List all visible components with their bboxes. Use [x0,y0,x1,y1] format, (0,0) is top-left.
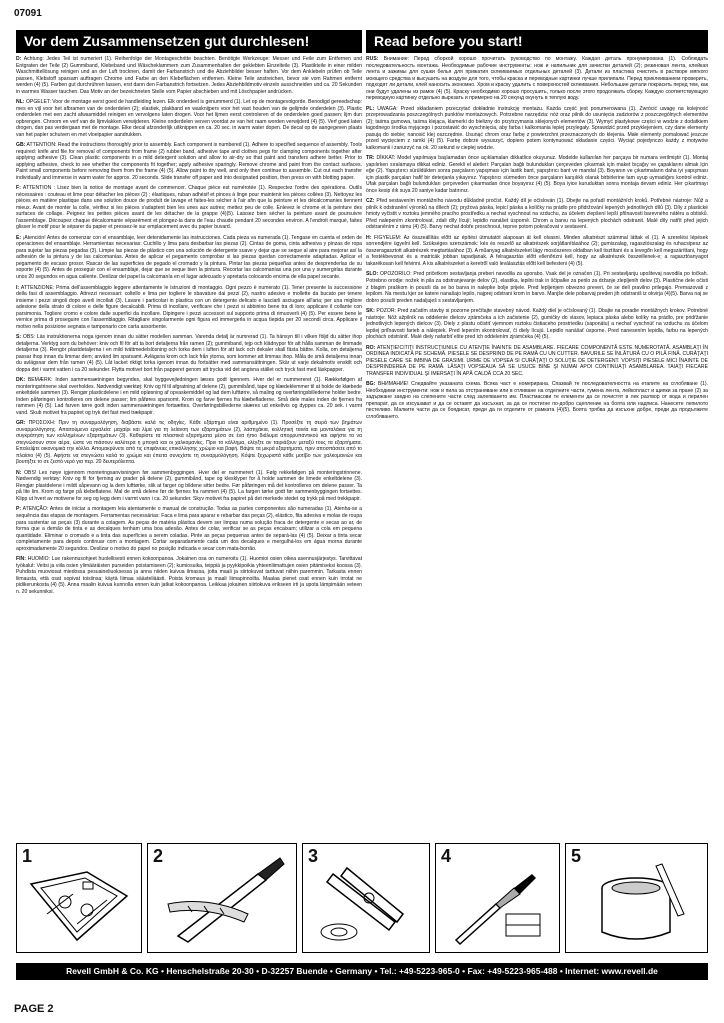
paragraph-tr: TR: DİKKAT: Model yapılmaya başlamadan önce açıklamaları dikkatlice okuyunuz. Modelde kullanılan her parçaya bir numara verilmiştir (1). Montaj yapılırken sıralamaya dikkat ediniz. Gerekli el aletleri: Parçaları bağlı bulundukları çerçeveden çıkarmak için maket bıçağıy ve çapaklarını almak için eğe (2). Yapıştırıcı sürüldükten sonra parçaların yapışması için lastik bant, yapıştırıcı bant ve mandal (3). Boyanın ve çıkartmaların daha iyi yapışması için plastik parçaları hafif bir deterjanla yıkayınız. Yapıştırıcı sürmeden önce parçaların karşılıklı olarak birbirlerine tam uyup uymadığını kontrol ediniz. Ufak parçaları bağlı bulundukları çerçeveden çıkarmadan önce boyayınız (4) (5). Boya iyice kuruduktan sonra montaja devam ediniz. Her çıkartmayı önce kesip ılık suya 20 saniye kadar batırınız. [366,155,708,194]
step-panel-4 [435,843,560,953]
paragraph-i: I: ATTENZIONE: Prima dell'assemblaggio leggere attentamente le istruzioni di montaggio. Ogni pezzo è numerato (1). Tener presente la successione della fasi di assemblaggio. Attrezzi necessari: coltello e lima per togliere le sbavature dai pezzi (2), nastro adesivo e mollette da bucato per tenere insieme i pezzi singoli dopo averli incollati (3). Lavare i particolari in plastica con un detergente delicato e lasciarli asciugare all'aria; per una migliore adesione della strato di colore e delle figure decalcabili. Prima di incollare, verificare che i pezzi si abbinino bene tra di loro; applicare il collante con parsimonia. Togliere cromo e colore dalle superfici da incollare. Dipingere i pezzi accessori sul supporto prima di rimuoverli (4) (5). Per essere bene le vernice prima di proseguire con l'assemblaggio. Ritagliare singolarmente ogni figura ed immergerla in acqua tiepida per 20 secondi circa. Applicare il motivo nella posizione segnata e tamponarlo con carta assorbente. [16,284,363,330]
paragraph-gb: GB: ATTENTION: Read the instructions thoroughly prior to assembly. Each component is numbered (1). Adhere to specified sequence of assembly. Tools required: knife and file for removal of components from frame (2) rubber band, adhesive tape and clothes pegs for clamping components together after applying adhesive (3). Clean plastic components in a mild detergent solution and allow to air-dry so that paint and transfers adhere better. Prior to applying adhesive, check to see whether the components fit together; apply adhesive sparingly. Remove chrome and paint from the contact surfaces. Paint small components before removing them from the frame (4) (5). Allow paint to dry well, and only then continue to assemble. Cut out each transfer individually and immerse in warm water for approx. 20 seconds. Slide transfer off paper and into designated position, then press on with blotting paper. [16,142,362,181]
header-german: Vor dem Zusammensetzen gut durchlesen! [16,30,362,53]
paragraph-s: S: OBS: Läs instruktionerna noga igenom innan du sätter modellen samman. Varenda detalj är numrerad (1). Ta hänsyn till i vilken följd du sätter ihop detaljerna. Verktyg som du behöver: kniv och fil för att ta bort detaljerna från ramen (2); gummiband, tejp och klädnypor för att hålla samman de limmade detaljerna (3). Rengör plastdetaljerna i en mild tvättmedelslösning och torka dem i luften för att lack och dekaler skall fästa bättre. Kolla, om detaljerna passar ihop innan du limmar dem; använd lim sparsamt. Avlägsna krom och lack från ytorna, som kommer att limmas ihop. Måla de små detaljerna innan du avlägsnar dem från ramen (4) (5). Låt lacket riktigt torka igenom innan du fortsätter med sammansättningen. Skär ut varje dekalmotiv enskilt och doppa det i varmt vatten i ca 20 sekunder. Flytta motivet bort från papperet genom att trycka vid det angivna stället och tryck fast med läskpapper. [16,334,362,373]
paragraph-de: D: Achtung: Jedes Teil ist numeriert (1). Reihenfolge der Montageschritte beachten. Benötigte Werkzeuge: Messer und Feile zum Entfernen und Entgraten der Teile (2) Gummiband, Klebeband und Wäscheklammern zum Zusammenhalten der geklebten Einzelteile (3). Plastikteile in einer milden Waschmittellösung reinigen und an der Luft trocknen, damit der Farbanstrich und die Abziehbilder besser haften. Vor dem Anklebeln prüfen ob Teile passen, Klebstoff sparsam auftragen Chrome und Farbe an den Klebeflächen entfernen. Kleine Teile anstreichen, bevor sie vom Rahmen entfernt werden (4) (5). Farben gut durchrühren lassen, erst dann den Farbanstrich fortsetzen. Jedes Abziehbildmotiv einzeln ausschneiden und ca. 20 Sekunden in warmes Wasser tauchen. Das Motiv an der bezeichneten Stelle vom Papier abschieben und mit Löschpapier andrücken. [16,56,362,95]
step-number: 4 [441,846,452,866]
clothes-peg-tape-icon [303,844,429,952]
item-code: 07091 [14,8,42,19]
instructions-left-column [16,56,362,599]
step-panel-3 [302,843,430,953]
step-number: 2 [153,846,164,866]
illustration-strip [16,843,708,953]
header-english: Read before you start! [366,30,708,53]
paragraph-bg: BG: ВНИМАНИЕ! Следвайте указаната схема. Всяка част е номерирана. Спазвай те последователността на етапите на сглобяване (1). Необходими инструменти: нож и пила за отстраняване или в отливане на отделните части, гумена лента, лейкопласт и щипки за пране (2) за задържане заедно на слепените части след залепването им. Пластмасови те елементи да се почистят в лек разтвор от вода и перилен препарат, да се изсушават и да се оставят да изсъхнат, за да се постигне по-добро сцепление на боята или надписа. Нанесете лепилото пестеливо. Малките части да се боядисат, преди да ги отделите от рамката (4)(5). Боята трябва да изсъхне добре, преди да продължите сглобяването. [366,381,708,420]
knife-file-icon [148,844,296,952]
paragraph-e: E: ¡Atención! Antes de comenzar con el ensamblaje, leer detenidamente las instrucciones. Cada pieza va numerada (1). Tengase en cuenta el orden de operaciones del ensamblaje. Herramientas necesarias: Cuchillo y lima para desbarbar las piezas (2). Cintas de goma, cinta adhesiva y pinzas de ropa para sujetar las piezas pegadas (3). Limpie las piezas de plástico con una solución de detergente suave y dejar que se seque al aire para mejorar así la adhesión de la pintura y de las calcomanías. Antes de aplicar el pegamento comprobar si las piezas quedan correctamente adaptadas. Aplicar el pegamento de escaso grosor. Rascar de las superficies de pegado el cromado y la pintura. Pintar las piezas pequeñas antes de desprenderlas de su soporte (4) (5). Antes de proseguir con el ensamblaje, dejar que se seque bien la pintura. Recortar las calcomanías una por una y sumergirlas durante unos 20 segundos en agua caliente. Deslizar del papel la calcomanía en el lugar adecuado y apretarla colocando encima de ella papel secante. [16,234,362,280]
instructions-right-column [366,56,708,424]
step-panel-1 [16,843,142,953]
paragraph-dk: DK: BEMÆRK: Inden sammensætningen begyndes, skal byggevejledningen læses godt igennem. Hver del er nummereret (1). Rækkefølgen af monteringstrinene skal overholdes. Nødvendigt værktøj: Kniv og fil til afgratning af delene (2), gummibånd, tape og klædeklemmer til at holde de klæbede enkeltdele sammen (3). Rengør plasticdelene i en mild opløsning af opvaskemiddel og lad dem lufttørre, så maling og overføringsbillederne holder bedre. Inden påføringen kontrolleres om delene passer; lim påføres sparsomt. Krom og farve fjernes fra klæbefladerne. Små dele males inden de fjernes fra rammen (4) (5). Lad farven tørre godt inden sammensætningen fortsættes. Overføringsbillederne skæres ud enkeltvis og dyppes ca. 20 sek. i varmt vand. Skub motivet fra papiret og tryk det fast med trækpapir. [16,377,362,416]
paragraph-sk: SK: POZOR: Pred začatím stavby si pozorne prečítajte stavebný návod. Každý diel je očíslovaný (1). Dbajte na poradie montážnych krokov. Potrebné nástroje: Nôž ažpilník na oddelenie dielcov zjrámčeka a ich začistenie (2), gumičky do vlasov, lepiaca páska alebo kolíky na prádlo, pre pridŕžanie jednotlivých lepených dielcov (3). Diely z plastu očistiť vjemnom roztoku čistiaceho prostriedku (saponátu) a nechať vyschnúť na vzduchu za účelom lepšej priľnavosti farieb a nálepiek. Pred lepením skontrolovať, či diely lícujú. Lepidlo nanášať úsporne. Pred nanesením lepidla, farbu na lepených plochách odstrániť. Malé diely nafarbiť ešte pred ich oddelením zjrámčeka (4) (5). [366,308,709,341]
paragraph-gr: GR: ΠΡΟΣΟΧΗ: Πριν τη συναρμολόγηση, διαβάστε καλά τις οδηγίες. Κάθε εξάρτημα είναι αριθμημένο (1). Προσέξτε τη σειρά των βημάτων συναρμολόγησης. Απαιτούμενα εργαλεία: μαχαίρι και λίμα για τη λείανση των εξαρτημάτων (2), λαστιχάκια, κολλητική ταινία και μανταλάκια για τη συγκράτηση των κολλημένων εξαρτημάτων (3). Καθαρίστε τα πλαστικά εξαρτήματα μέσα σε ένα ήπιο διάλυμα απορρυπαντικού και αφήστε τα να στεγνώσουν στον αέρα, ώστε να πιάσουν καλύτερα η μπογιά και οι χαλκομανίες. Πριν το κόλλημα, ελέγξτε αν ταιριάζουν μεταξύ τους τα εξαρτήματα. Επαλείψτε οικονομικά την κόλλα. Απομακρύνετε από τις επιφάνειες επικόλλησης χρώμιο και βαφή. Βάψτε τα μικρά εξαρτήματα, πριν αποσπάσετε από το πλαίσιο (4) (5). Αφήστε να στεγνώσει καλά το χρώμα και έπειτα συνεχίστε τη συναρμολόγηση. Κόψτε ξεχωριστά κάθε μοτίβο των χαλκομανιών και βουτήξτε το σε ζεστό νερό για περ. 20 δευτερόλεπτα. [16,420,362,466]
paragraph-cz: CZ: Před sestavením montážního návodu důkladně pročíst. Každý díl je očíslován (1). Dbejte na pořadí montážních kroků. Potřebné nástroje: Nůž a pilník k odstranění výronků na dílech (2); pryžová páska, lepicí páska a kolíčky na prádlo pro přidržování lepených jednotlivých dílů (3). Díly z plastické hmoty vyčistit v roztoku jemného pracího prostředku a nechat vyschnout na vzduchu, za účelem zlepšení lepší přilnavosti barevného nátěru a obtisků. Před nalepením zkontrolovat, zdali díly lícují; lepidlo nanášet úsporně. Chrom a barvu na lepených plochách odstranit. Malé díly natřít před jejich odstraněním z rámu (4) (5). Barvy nechat dobře proschnout, teprve potom pokračovat v sestavení. [366,198,708,231]
step-number: 5 [571,846,582,866]
step-number: 3 [308,846,319,866]
paint-brush-icon [436,844,559,952]
paragraph-h: H: FIGYELEM: Az összeállítás előtt az építési útmutatót alaposan át kell olvasni. Minden alkatrészt számmal láttak el (1). A szerelési lépések sorrendjére ügyelni kell. Szükséges szerszámok: kés és reszelő az alkatrészek sorjátlanításához (2); gumiszalag, ragasztószalag és ruhacsipesz az összeragasztott alkatrészek megtartásához (3). A műanyag alkatrészeket lágy mosószeres oldatban kell tisztítani és a levegőn kell megszáríttani, hogy a festékbevonat és a matricák jobban tapadjanak. A felragasztás előtt ellenőrizni kell, hogy az alkatrészek összeillenek-e; a ragasztóanyagot takarékosan kell felvinni. A kis alkatrészeket a keretről való leválasztás előtt kell befesteni (4) (5). [366,234,708,267]
paragraph-n: N: OBS! Les nøye igjennom monteringsanvisningen før sammenbyggingen. Hver del er nummerert (1). Følg rekkefølgen på monteringstrinnene. Nødvendig verktøy: Kniv og fil for fjerning av grader på delene (2), gummibånd, tape og klesklyper for å holde sammen de limede enkeltdelene (3). Rengjør plastdelene i mildt såpevann og la dem lufttørke, slik at farger og bildene sitter bedre. Før påføringen må det kontrolleres om delene passer. Ta på lite lim. Krom og farge på klebeflatene. Mal de små delene før de fjernes fra rammen (4) (5). La fargen tørke godt før sammenbyggingen fortsettes. Klipp ut hvert av motivene for seg og legg dem i varmt vann i ca. 20 sekunder. Skyv motivet fra papiret på det merkede stedet og trykk på med trekkpapir. [16,469,362,502]
footer-contact-bar: Revell GmbH & Co. KG • Henschelstraße 20-30 • D-32257 Buende • Germany • Tel.: +49-5223-965-0 • Fax: +49-5223-965-488 • Internet: www.revell.de [16,963,708,980]
paint-tin-icon [566,844,707,952]
paragraph-fin: FIN: HUOMIO: Lue rakennusohjeet huolellisesti ennen kokoonpanoa. Jokainen osa on numeroitu (1). Huomioi osien oikea asennusjärjestys. Tarvittavat työkalut: Veitsi ja viila osien ylimääräisten purseiden poistamiseen (2); kumiosuika, teippiä ja pyykkipoikia yhteenliimattujen osien pitämiseksi koossa (3). Puhdista muoviosat miedossa pesuaineliuoksessa ja anna niiden kuivua ilmassa, jotta maali ja siirtokuvat tarttuvat niihin paremmin. Tarkasta ennen liimausta, että osat sopivat toisiinsa; käytä liimaa säästeliäästi. Poista kromaus ja maali liimapinnoilta. Maalaa pienet osat ennen kuin irrotat ne pidikerunkosta (4) (5). Anna maalin kuivua kunnolla ennen kuin jatkat kokoonpanoa. Leikkaa jokainen siirtokuva erikseen irti ja upota lämpimään veteen n. 20 sekunniksi. [16,556,362,595]
paragraph-slo: SLO: OPOZORILO: Pred pričetkom sestavljanja preberi navodila za uporabo. Vsak del je označen (1). Pri sestavljanju upoštevaj navodila po točkah. Potrebno orodje: nožek in pila za odstranjevanje delov (2), elastika, lepilni trak in ščipalke za perilo za držanje zlepljenih delov (3). Plastične dele očisti z blagim praškom in pousši da se bo barva in nalepke bolje prijele. Pred lepljenjem obvezno preveri, če se deli pravilno prilegajo. Premazovati z lepilom. Na mestu kjer se katere nanašajo lepilo, najprej odstrani krom in barvo. Manjše dele pobarvaj preden jih odstraniš iz okvirja (4)(5). Barva naj se dobro posuši preden nadaljuješ s sestavljanjem. [366,271,709,304]
step-panel-2 [147,843,297,953]
paragraph-p: P: ATENÇÃO: Antes de iniciar a montagem leia atentamente o manual de construção. Todas as partes componentes são numeradas (1). Atenha-se a sequência das etapas de montagem. Ferramentas necessárias: Faca e lima para aparar e rebarbar das peças (2), elástico, fita adesiva e molas de roupa para sustentar as peças (3) durante a colagem. As peças de matéria plástica devem ser limpas numa solução fraca de detergente e secas ao ar, de forma que a demão de tinta e as decalques tenham uma boa adesão. Antes de colar, verificar se as peças encaixam; utilizar a cola em pequena quantidade. Eliminar o cromado e a tinta das superfícies a serem coladas. Pinte as peças pequenas antes de separá-las (4) (5). Deixar a tinta secar completamente para depois continuar com a montagem. Cortar separadamente cada um dos decalques e mergulhá-los em água morna durante aproximadamente 20 segundos. Deslizar o motivo do papel no posição indicada e secar com mata-borrão. [16,506,362,552]
step-number: 1 [22,846,33,866]
paragraph-f: F: ATTENTION : Lisez bien la notice de montage avant de commencer. Chaque pièce est numérotée (1). Respectez l'ordre des opérations. Outils nécessaires : couteau et lime pour détacher les pièces (2) ; élastiques, ruban adhésif et pinces à linge pour maintenir les pièces collées (3). Nettoyez les pièces en matière plastique dans une solution douce de produit de lavage et faites-les sécher à l'air afin que la peinture et les décalcomanies tiennent mieux. Avant de monter la colle, vérifiez si les pièces s'adaptent bien les unes aux autres; mettez peu de colle. Enlevez le chrome et la peinture des surfaces de collage. Peignez les petites pièces avant de les détacher de la grappe (4)(5). Laissez bien sécher la peinture avant de poursuivre l'assemblage. Découpez chaque décalcomanie séparément et plongez-la dans de l'eau chaude pendant 20 secondes environ. A l'endroit marqué, faites glisser le motif pour le séparer du papier et pressez-le sur emplacement avec du papier buvard. [16,185,362,231]
step-panel-5 [565,843,708,953]
paragraph-ro: RO: ATENŢIE!CITIŢI INSTRUCŢIUNILE CU ATENŢIE ÎNAINTE DE ASAMBLARE. FIECARE COMPONENTĂ ESTE NUMEROTATĂ. ASAMBLAŢI ÎN ORDINEA INDICATĂ PE SCHEMĂ. PIESELE SE DESPRIND DE PE RAMĂ CU UN CUTTER. BAVURILE SE ÎNLĂTURĂ CU O PILĂ FINĂ. CURĂŢAŢI PIESELE CARE SE IMBINA DE GRASIMI. URME DE VOPSEA SI CURĂŢAŢI O SOLUŢIE DE DETERGENT. VOPSIŢI PIESELE MICI ÎNAINTE DE DESPRINDEREA DE PE RAMĂ. LĂSAŢI VOPSEAUA SĂ SE USUCE BINE ŞI NUMAI APOI CONTINUAŢI ASAMBLAREA. TAIAŢI FIECARE TRANSFER INDIVIDUAL ŞI IMERSAŢI ÎN APĂ CALDĂ CCA 20 SEC. [366,344,709,377]
numbered-parts-frame-icon [17,844,141,952]
page-number: PAGE 2 [14,1003,54,1015]
paragraph-pl: PL: UWAGA: Przed składaniem przeczytać dokładnie instrukcję montażu. Każda część jest ponumerowana (1). Zwrócić uwagę na kolejność przeprowadzania poszczególnych punktów montażowych. Potrzebne narzędzia: nóż oraz pilnik do usunięcia zadziorów z poszczególnych elementów (2); taśma gumowa, taśma klejąca, klamerki do bielizny do przytrzymania sklejonych elementów (3). Wymyć plastykowe części w wodzie z dodatkiem łagodnego środka myjącego i pozostawić do wyschnięcia, aby farba i kalkomania lepiej przylegały. Sprawdzić przed przyklejeniem, czy dane elementy pasują do siebie; nanosić klej oszczędnie. Usunąć chrom oraz farbę z powierzchni przeznaczonych do klejenia. Małe elementy pomalować jeszcze przed wycięciem z ramki (4) (5). Farbę dobrze wysuszyć, dopiero potem kontynuować składanie części. Wyciąć pojedynczo każdy z motywów kalkomanii i zanurzyć na ok. 20 sekund w ciepłej wodzie. [366,105,708,151]
paragraph-rus: RUS: Внимание: Перед сборкой хорошо прочитать руководство по монтажу. Каждая деталь пронумерована (1). Соблюдать последовательность монтажа. Необходимые рабочие инструменты: нож и напильник для зачистки деталей (2); резиновая лента, клейкая лента и зажимы для сушки белья для прижатия склеиваемых отдельных деталей (3). Детали из пластика очистить в растворе мягкого моющего средства и высушить на воздухе для того, чтобы краска и переводные картинки лучше прилипали. Перед приклеиванием проверить, подходят ли детали, клей наносить экономно. Хром и краску удалить с поверхностей склеивания. Небольшие детали покрасить перед тем, как они будут удалены из рамок (4) (5). Краску необходимо хорошо просушить, только после этого продолжать сборку. Каждую соответствующую переводную картинку отдельно вырезать и примерно на 20 секунд окунуть в теплую воду. [366,56,709,102]
paragraph-nl: NL: OPGELET: Voor de montage eerst goed de handleiding lezen. Elk onderdeel is genummerd (1). Let op de montagevolgorde. Benodigd gereedschap: mes en vijl voor het afbramen van de onderdelen (2); elastiek, plakband en wasknijpers voor het vast houden van de gelijmde onderdelen (3). Plastic onderdelen met een zacht afwasmiddel reinigen en vervolgens laten drogen. Voor het lijmen eerst controleren of de onderdelen goed passen; lijm dun opbrengen. Chroom en verf van de lijmvlakken verwijderen. Kleine onderdelen verven voordat ze van het raam worden verwijderd (4) (5). Verf goed laten drogen, dan pas verdergaan met de montage. Elke decal afzonderlijk uitknippen en ca. 20 sec. in warm water dopen. De decal op de aangegeven plaats van het papier schuiven en met vloeipapier aandrukken. [16,99,363,138]
